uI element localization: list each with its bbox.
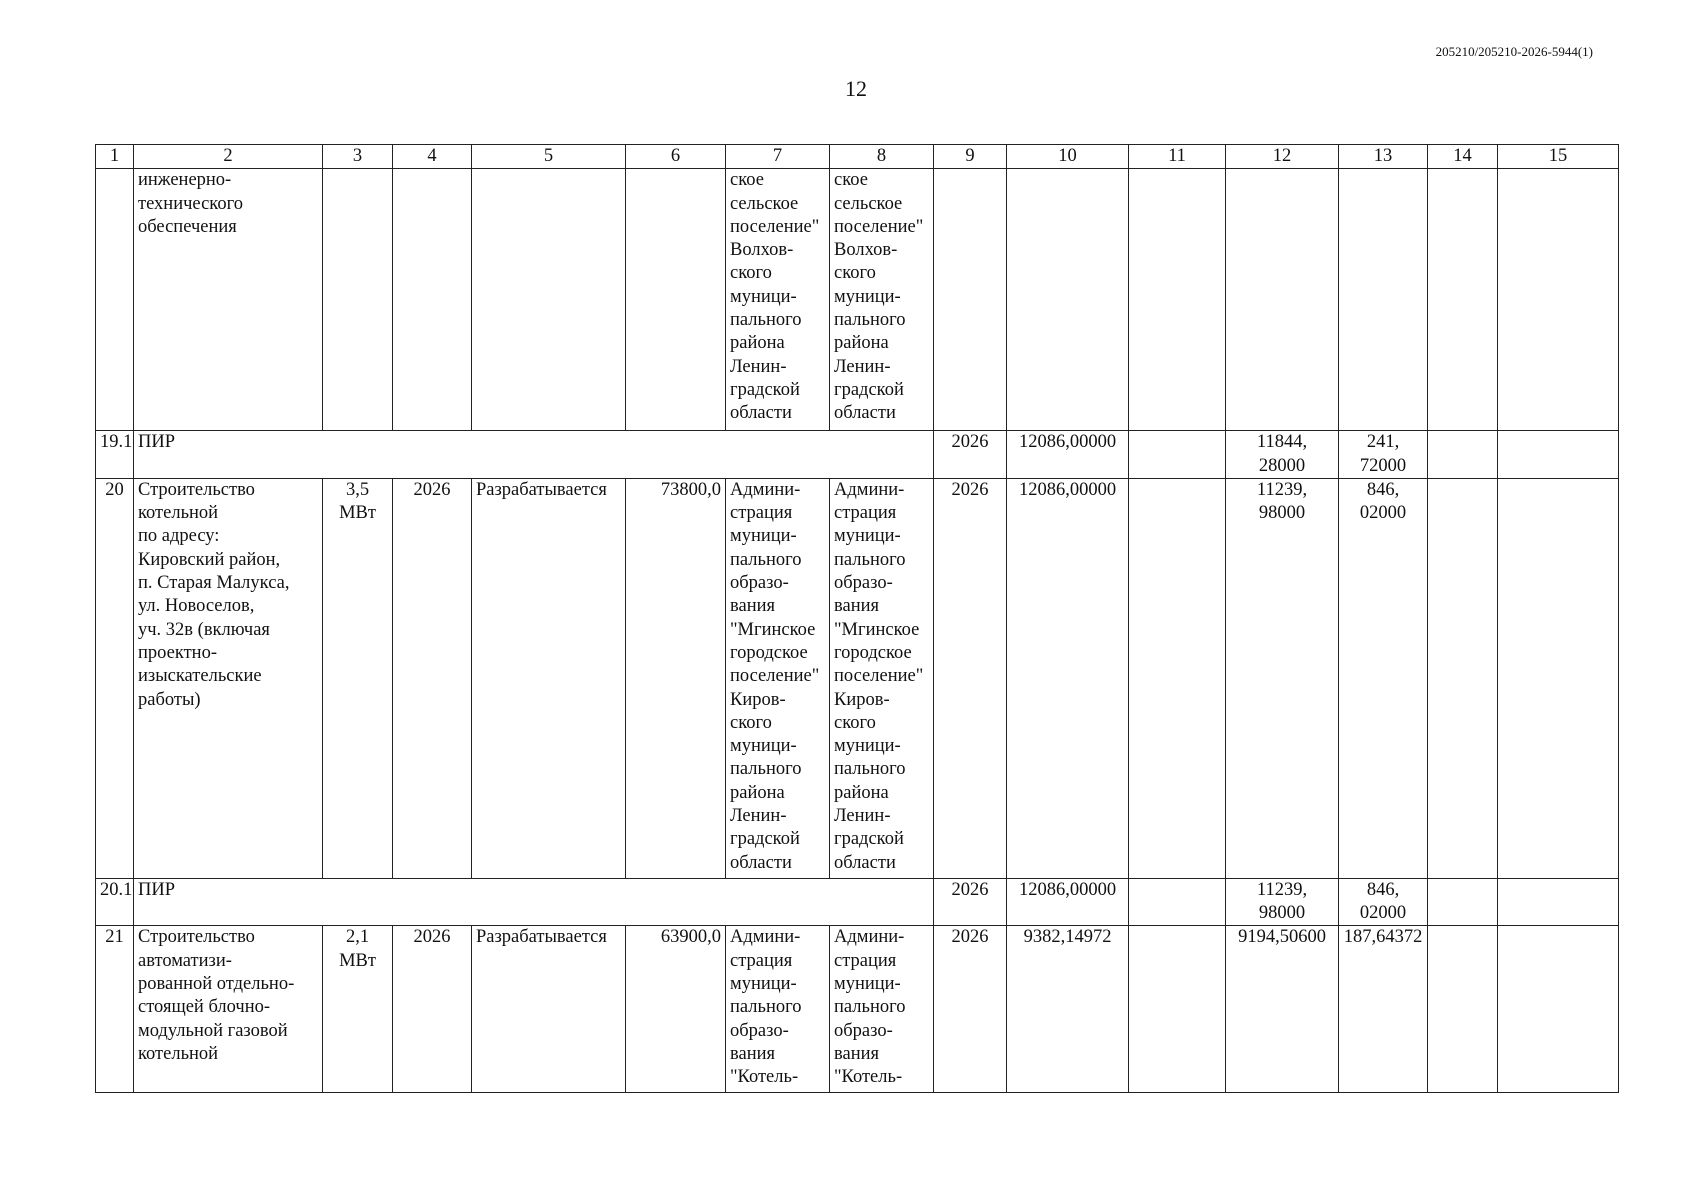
year: 2026 xyxy=(934,926,1007,1093)
amount-col13: 846, 02000 xyxy=(1339,478,1428,878)
year: 2026 xyxy=(934,431,1007,479)
status: Разрабатывается xyxy=(472,926,626,1093)
col-header: 12 xyxy=(1226,145,1339,169)
object-name: инженерно- технического обеспечения xyxy=(134,169,323,431)
data-table xyxy=(95,144,1619,1093)
table-row xyxy=(96,478,1619,878)
developer: ское сельское поселение" Волхов- ского муници- пального района Ленин- градской области xyxy=(830,169,934,431)
developer: Админи- страция муници- пального образо- вания "Котель- xyxy=(830,926,934,1093)
amount-col13: 846, 02000 xyxy=(1339,878,1428,926)
col-header: 6 xyxy=(626,145,726,169)
object-name: ПИР xyxy=(134,431,934,479)
col-header: 8 xyxy=(830,145,934,169)
table-row xyxy=(96,926,1619,1093)
page-number: 12 xyxy=(845,76,867,101)
customer: Админи- страция муници- пального образо- вания "Котель- xyxy=(726,926,830,1093)
total-amount: 12086,00000 xyxy=(1007,431,1129,479)
total-amount: 12086,00000 xyxy=(1007,878,1129,926)
table-row xyxy=(96,431,1619,479)
amount-col12: 11239, 98000 xyxy=(1226,878,1339,926)
capacity: 3,5 МВт xyxy=(323,478,393,878)
year: 2026 xyxy=(934,478,1007,878)
col-header: 1 xyxy=(96,145,134,169)
table-row xyxy=(96,169,1619,431)
cost: 63900,0 xyxy=(626,926,726,1093)
capacity: 2,1 МВт xyxy=(323,926,393,1093)
developer: Админи- страция муници- пального образо- вания "Мгинское городское поселение" Киров- ского муници- пального района Ленин- градской области xyxy=(830,478,934,878)
amount-col12: 11844, 28000 xyxy=(1226,431,1339,479)
col-header: 10 xyxy=(1007,145,1129,169)
col-header: 11 xyxy=(1129,145,1226,169)
col-header: 4 xyxy=(393,145,472,169)
column-number-row xyxy=(96,145,1619,169)
year: 2026 xyxy=(393,926,472,1093)
col-header: 5 xyxy=(472,145,626,169)
object-name: ПИР xyxy=(134,878,934,926)
col-header: 15 xyxy=(1498,145,1619,169)
object-name: Строительство автоматизи- рованной отдельно- стоящей блочно- модульной газовой котельной xyxy=(134,926,323,1093)
row-number: 19.1 xyxy=(96,431,134,479)
row-number: 20.1 xyxy=(96,878,134,926)
cost: 73800,0 xyxy=(626,478,726,878)
amount-col12: 11239, 98000 xyxy=(1226,478,1339,878)
row-number: 20 xyxy=(96,478,134,878)
amount-col13: 241, 72000 xyxy=(1339,431,1428,479)
col-header: 9 xyxy=(934,145,1007,169)
year: 2026 xyxy=(393,478,472,878)
total-amount: 12086,00000 xyxy=(1007,478,1129,878)
col-header: 2 xyxy=(134,145,323,169)
col-header: 3 xyxy=(323,145,393,169)
col-header: 13 xyxy=(1339,145,1428,169)
col-header: 14 xyxy=(1428,145,1498,169)
status: Разрабатывается xyxy=(472,478,626,878)
row-number: 21 xyxy=(96,926,134,1093)
total-amount: 9382,14972 xyxy=(1007,926,1129,1093)
document-number: 205210/205210-2026-5944(1) xyxy=(1435,44,1593,59)
customer: ское сельское поселение" Волхов- ского муници- пального района Ленин- градской области xyxy=(726,169,830,431)
customer: Админи- страция муници- пального образо- вания "Мгинское городское поселение" Киров- ского муници- пального района Ленин- градской области xyxy=(726,478,830,878)
year: 2026 xyxy=(934,878,1007,926)
row-number xyxy=(96,169,134,431)
amount-col13: 187,64372 xyxy=(1339,926,1428,1093)
col-header: 7 xyxy=(726,145,830,169)
table-row xyxy=(96,878,1619,926)
object-name: Строительство котельной по адресу: Кировский район, п. Старая Малукса, ул. Новоселов, уч. 32в (включая проектно- изыскательские работы) xyxy=(134,478,323,878)
amount-col12: 9194,50600 xyxy=(1226,926,1339,1093)
